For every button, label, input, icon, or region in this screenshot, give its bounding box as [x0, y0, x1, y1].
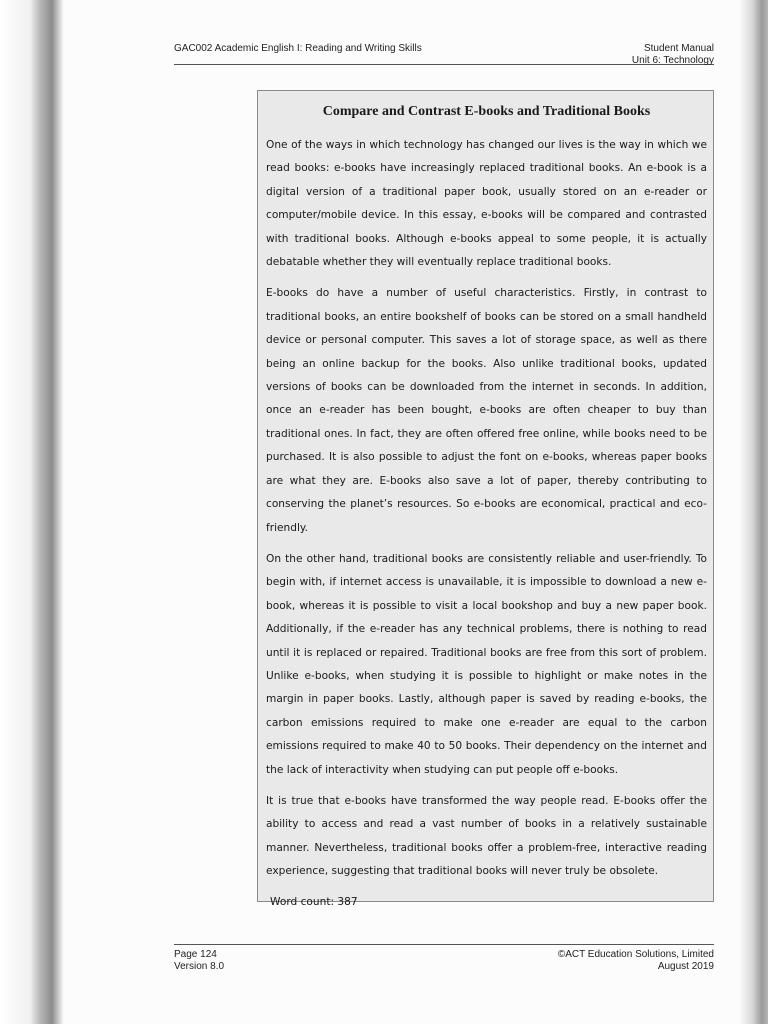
header-right [632, 43, 714, 67]
word-count: Word count: 387 [270, 895, 358, 908]
version-label: Version 8.0 [174, 961, 225, 972]
unit-label: Unit 6: Technology [631, 55, 714, 66]
essay-paragraph-1: One of the ways in which technology has changed our lives is the way in which we read books: e-books have increasingly replaced traditional books. An e-book is a digital version of a traditional paper book, usually stored on an e-reader or computer/mobile device. In this essay, e-books will be compared and contrasted with traditional books. Although e-books appeal to some people, it is actually debatable whether they will eventually replace traditional books. [266, 139, 707, 269]
footer-right [558, 949, 714, 973]
page-header [174, 40, 714, 65]
page-footer [174, 944, 714, 973]
footer-left [174, 949, 224, 973]
course-title: GAC002 Academic English I: Reading and Writing Skills [174, 43, 422, 54]
manual-label: Student Manual [643, 43, 714, 54]
essay-box [257, 90, 714, 908]
copyright-label: ©ACT Education Solutions, Limited [557, 949, 714, 960]
essay-paragraph-2: E-books do have a number of useful characteristics. Firstly, in contrast to traditional books, an entire bookshelf of books can be stored on a small handheld device or personal computer. This saves a lot of storage space, as well as there being an online backup for the books. Also unlike traditional books, updated versions of books can be downloaded from the internet in seconds. In addition, once an e-reader has been bought, e-books are often cheaper to buy than traditional ones. In fact, they are often offered free online, while books need to be purchased. It is also possible to adjust the font on e-books, whereas paper books are what they are. E-books also save a lot of paper, thereby contributing to conserving the planet’s resources. So e-books are economical, practical and eco-friendly. [266, 287, 707, 534]
scan-shadow-left [0, 0, 64, 1024]
essay-paragraph-4: It is true that e-books have transformed the way people read. E-books offer the ability to access and read a vast number of books in a relatively sustainable manner. Nevertheless, traditional books offer a problem-free, interactive reading experience, suggesting that traditional books will never truly be obsolete. [266, 794, 707, 878]
date-label: August 2019 [657, 961, 714, 972]
document-page [64, 0, 738, 1024]
scan-shadow-right [738, 0, 768, 1024]
essay-title: Compare and Contrast E-books and Traditional Books [322, 104, 651, 119]
essay-paragraph-3: On the other hand, traditional books are consistently reliable and user-friendly. To begin with, if internet access is unavailable, it is impossible to download a new e-book, whereas it is possible to visit a local bookshop and buy a new paper book. Additionally, if the e-reader has any technical problems, there is nothing to read until it is replaced or repaired. Traditional books are free from this sort of problem. Unlike e-books, when studying it is possible to highlight or make notes in the margin in paper books. Lastly, although paper is saved by reading e-books, the carbon emissions required to make one e-reader are equal to the carbon emissions required to make 40 to 50 books. Their dependency on the internet and the lack of interactivity when studying can put people off e-books. [266, 552, 707, 776]
page-number: Page 124 [174, 949, 217, 960]
